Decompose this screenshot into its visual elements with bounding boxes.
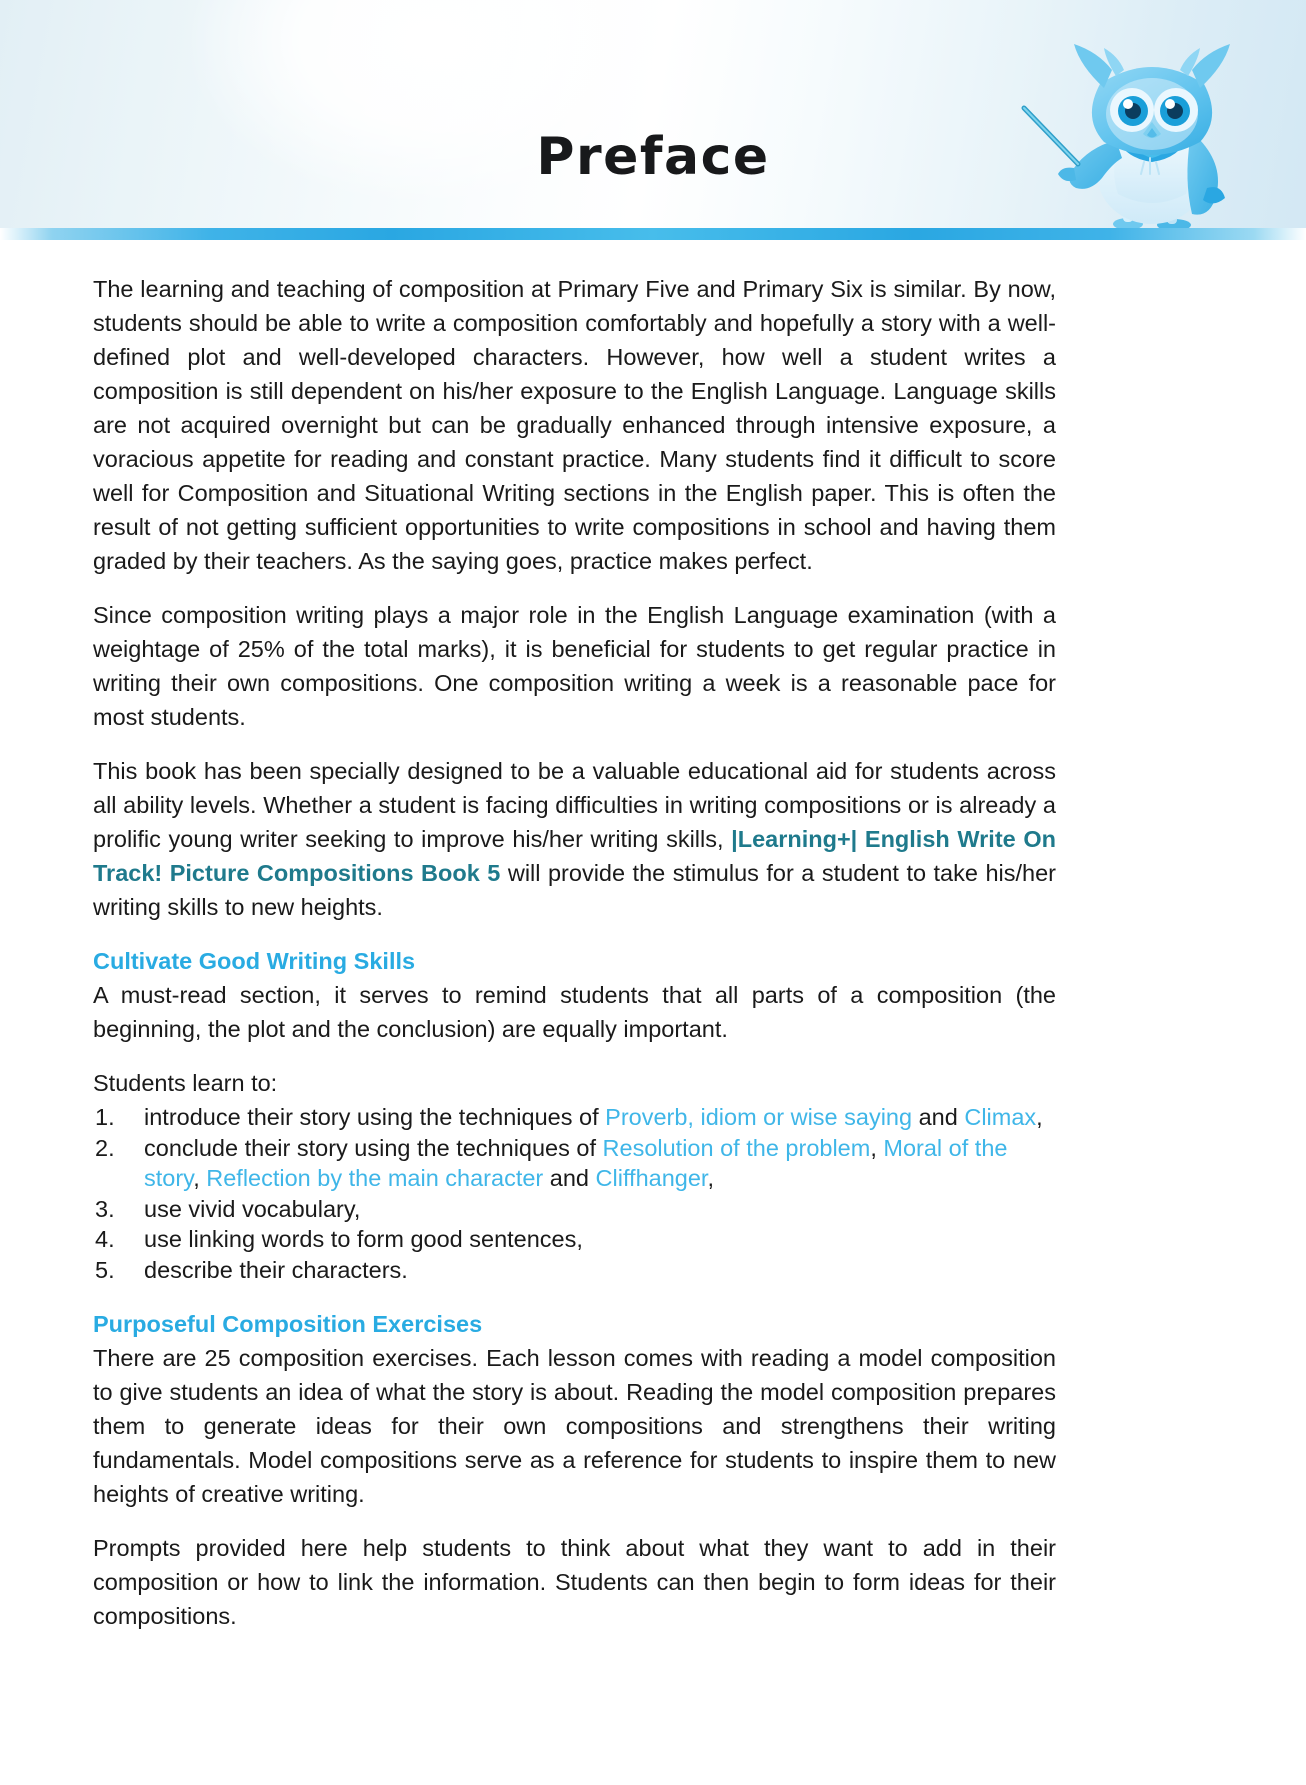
list-item-text-post: , <box>707 1165 714 1191</box>
section-cultivate-lead: A must-read section, it serves to remind students that all parts of a composition (the beginning, the plot and the conclusion) are equally important. <box>93 982 1056 1042</box>
list-item-text-mid: and <box>912 1104 965 1130</box>
paragraph-weightage: Since composition writing plays a major role in the English Language examination (with a weightage of 25% of the total marks), it is beneficial for students to get regular practice in writing their own compositions. One composition writing a week is a reasonable pace for most students. <box>93 602 1056 730</box>
list-item-highlight: Reflection by the main character <box>206 1165 544 1191</box>
list-item-highlight: Resolution of the problem <box>602 1134 871 1161</box>
list-item-number: 1. <box>95 1104 115 1130</box>
list-item <box>93 1255 1056 1286</box>
list-item-highlight: Cliffhanger <box>595 1165 708 1191</box>
list-item-number: 4. <box>95 1226 115 1252</box>
header-divider <box>0 228 1306 240</box>
list-item <box>93 1133 1056 1194</box>
list-item-number: 2. <box>95 1134 115 1161</box>
list-item-text-pre: introduce their story using the techniques of <box>144 1104 606 1130</box>
cultivate-skills-list <box>93 1102 1056 1285</box>
section-purposeful-paragraph-1: There are 25 composition exercises. Each lesson comes with reading a model composition to give students an idea of what the story is about. Reading the model composition prepares them to generate ideas for their own compositions and strengthens their writing fundamentals. Model compositions serve as a reference for students to inspire them to new heights of creative writing. <box>93 1345 1056 1507</box>
page-title: Preface <box>536 127 770 187</box>
list-item-text-mid: and <box>543 1165 596 1191</box>
page-header <box>0 0 1306 228</box>
list-item-highlight: Moral of the story <box>144 1134 1008 1191</box>
list-item <box>93 1194 1056 1225</box>
list-item-highlight: Climax <box>964 1104 1037 1130</box>
section-purposeful-paragraph-2: Prompts provided here help students to think about what they want to add in their composition or how to link the information. Students can then begin to form ideas for their compositions. <box>93 1535 1056 1629</box>
list-item-highlight: Proverb, idiom or wise saying <box>605 1104 913 1130</box>
list-item-text-post: , <box>1036 1104 1043 1130</box>
paragraph-intro: The learning and teaching of composition at Primary Five and Primary Six is similar. By now, students should be able to write a composition comfortably and hopefully a story with a well-defined plot and well-developed characters. However, how well a student writes a composition is still dependent on his/her exposure to the English Language. Language skills are not acquired overnight but can be gradually enhanced through intensive exposure, a voracious appetite for reading and constant practice. Many students find it difficult to score well for Composition and Situational Writing sections in the English paper. This is often the result of not getting sufficient opportunities to write compositions in school and having them graded by their teachers. As the saying goes, practice makes perfect. <box>93 276 1056 574</box>
list-item-sep: , <box>193 1165 207 1191</box>
list-item-number: 3. <box>95 1195 115 1222</box>
list-item-text-pre: use vivid vocabulary, <box>144 1195 361 1222</box>
list-item-text-pre: use linking words to form good sentences, <box>144 1226 583 1252</box>
list-intro-students-learn: Students learn to: <box>93 1070 278 1096</box>
preface-content <box>93 272 1056 1633</box>
list-item-sep: , <box>870 1134 884 1161</box>
list-item-number: 5. <box>95 1256 115 1283</box>
section-heading-purposeful: Purposeful Composition Exercises <box>93 1311 483 1337</box>
paragraph-book-description-post: will provide the stimulus for a student to take his/her writing skills to new heights. <box>93 860 1056 920</box>
paragraph-book-description <box>93 754 1056 924</box>
owl-mascot-icon <box>1004 32 1304 228</box>
book-title-emphasis: |Learning+| English Write On Track! Picture Compositions Book 5 <box>93 826 1056 886</box>
section-heading-cultivate: Cultivate Good Writing Skills <box>93 948 416 974</box>
list-item <box>93 1102 1056 1133</box>
list-item <box>93 1224 1056 1255</box>
paragraph-book-description-pre: This book has been specially designed to be a valuable educational aid for students across all ability levels. Whether a student is facing difficulties in writing compositions or is already a prolific young writer seeking to improve his/her writing skills, <box>93 758 1056 852</box>
list-item-text-pre: describe their characters. <box>144 1256 408 1283</box>
list-item-text-pre: conclude their story using the techniques of <box>144 1134 603 1161</box>
